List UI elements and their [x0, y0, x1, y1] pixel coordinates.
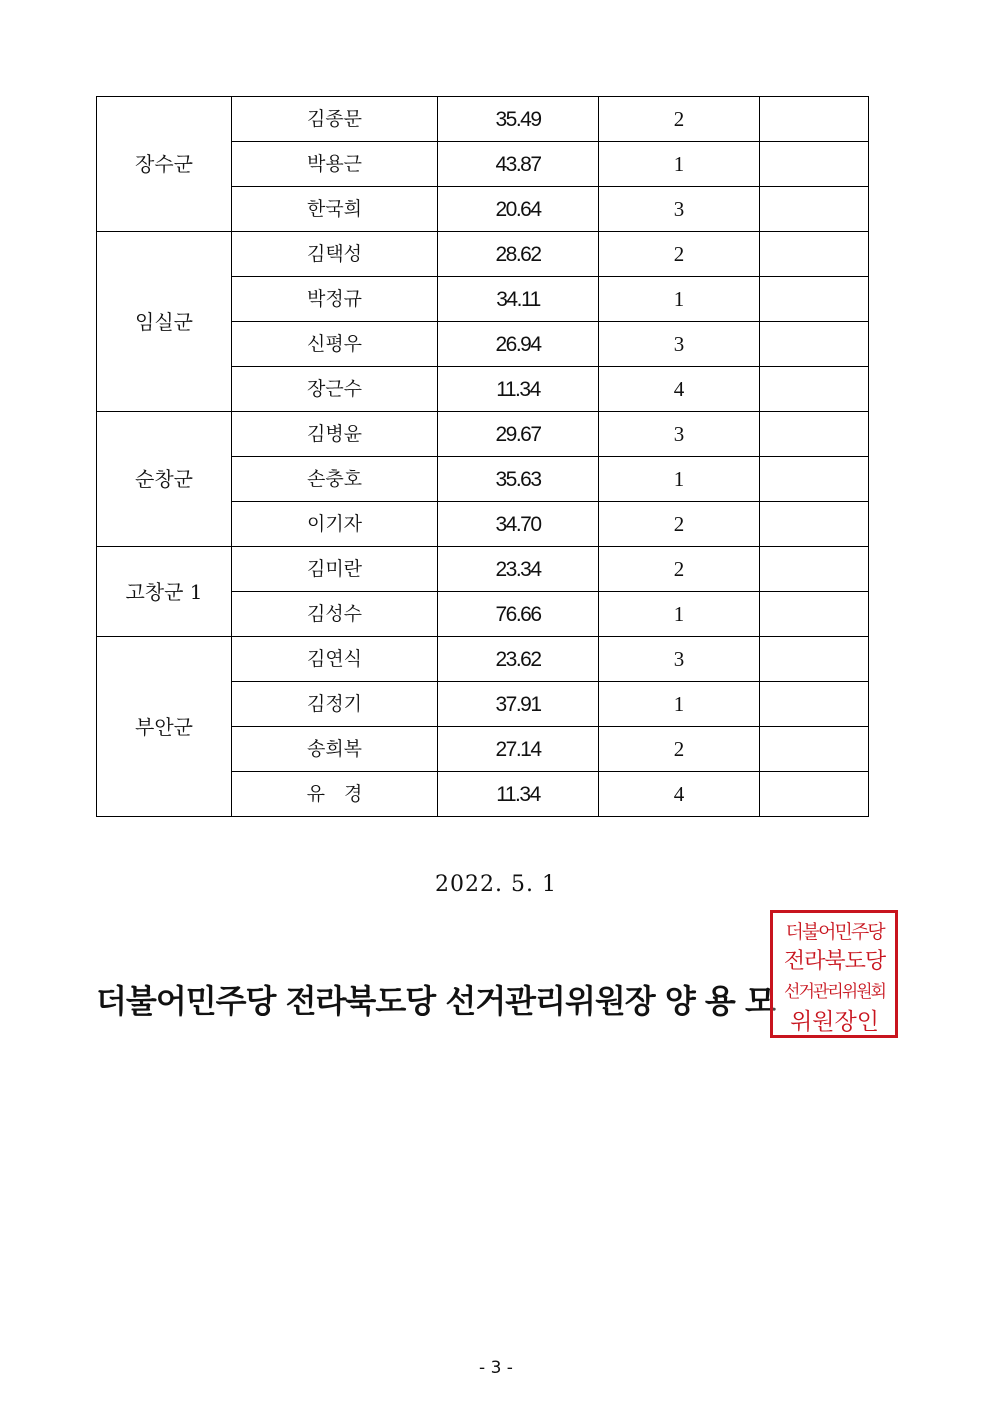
candidate-name-cell: 김미란: [232, 547, 438, 592]
candidate-name-cell: 김병윤: [232, 412, 438, 457]
table-row: [97, 637, 869, 682]
seal-line: 선거관리위원회: [784, 982, 885, 1002]
score-cell: 23.34: [438, 547, 599, 592]
candidate-name-cell: 한국희: [232, 187, 438, 232]
candidate-name-cell: 이기자: [232, 502, 438, 547]
rank-cell: 3: [599, 637, 760, 682]
rank-cell: 2: [599, 502, 760, 547]
page-number: - 3 -: [479, 1358, 513, 1378]
score-cell: 11.34: [438, 367, 599, 412]
table-row: [97, 547, 869, 592]
note-cell: [760, 367, 869, 412]
score-cell: 35.63: [438, 457, 599, 502]
rank-cell: 3: [599, 412, 760, 457]
table-row: [97, 232, 869, 277]
score-cell: 35.49: [438, 97, 599, 142]
score-cell: 28.62: [438, 232, 599, 277]
note-cell: [760, 322, 869, 367]
seal-line: 전라북도당: [783, 949, 886, 974]
note-cell: [760, 142, 869, 187]
note-cell: [760, 592, 869, 637]
rank-cell: 2: [599, 232, 760, 277]
note-cell: [760, 682, 869, 727]
note-cell: [760, 502, 869, 547]
candidate-name-cell: 장근수: [232, 367, 438, 412]
candidate-name-cell: 박정규: [232, 277, 438, 322]
rank-cell: 1: [599, 457, 760, 502]
official-seal-stamp: [770, 910, 898, 1038]
score-cell: 43.87: [438, 142, 599, 187]
rank-cell: 1: [599, 592, 760, 637]
score-cell: 37.91: [438, 682, 599, 727]
note-cell: [760, 277, 869, 322]
score-cell: 76.66: [438, 592, 599, 637]
rank-cell: 2: [599, 547, 760, 592]
note-cell: [760, 97, 869, 142]
candidate-name-cell: 송희복: [232, 727, 438, 772]
results-table-body: [97, 97, 869, 817]
note-cell: [760, 232, 869, 277]
candidate-name-cell: 신평우: [232, 322, 438, 367]
region-cell: 고창군 1: [97, 547, 232, 637]
rank-cell: 3: [599, 187, 760, 232]
candidate-name-cell: 박용근: [232, 142, 438, 187]
candidate-name-cell: 김택성: [232, 232, 438, 277]
note-cell: [760, 547, 869, 592]
candidate-name-cell: 김종문: [232, 97, 438, 142]
table-row: [97, 97, 869, 142]
score-cell: 34.70: [438, 502, 599, 547]
rank-cell: 4: [599, 772, 760, 817]
rank-cell: 4: [599, 367, 760, 412]
score-cell: 29.67: [438, 412, 599, 457]
note-cell: [760, 457, 869, 502]
note-cell: [760, 187, 869, 232]
note-cell: [760, 412, 869, 457]
document-date: 2022. 5. 1: [435, 872, 557, 897]
candidate-name-cell: 김성수: [232, 592, 438, 637]
table-row: [97, 412, 869, 457]
results-table: [96, 96, 869, 817]
score-cell: 34.11: [438, 277, 599, 322]
rank-cell: 1: [599, 682, 760, 727]
candidate-name-cell: 김연식: [232, 637, 438, 682]
score-cell: 20.64: [438, 187, 599, 232]
rank-cell: 3: [599, 322, 760, 367]
score-cell: 11.34: [438, 772, 599, 817]
rank-cell: 2: [599, 727, 760, 772]
note-cell: [760, 727, 869, 772]
rank-cell: 1: [599, 142, 760, 187]
score-cell: 26.94: [438, 322, 599, 367]
rank-cell: 1: [599, 277, 760, 322]
signature-line: 더불어민주당 전라북도당 선거관리위원장 양 용 모: [96, 982, 775, 1020]
region-cell: 순창군: [97, 412, 232, 547]
rank-cell: 2: [599, 97, 760, 142]
candidate-name-cell: 김정기: [232, 682, 438, 727]
note-cell: [760, 637, 869, 682]
region-cell: 장수군: [97, 97, 232, 232]
score-cell: 23.62: [438, 637, 599, 682]
candidate-name-cell: 유 경: [232, 772, 438, 817]
seal-line: 더불어민주당: [785, 921, 884, 943]
candidate-name-cell: 손충호: [232, 457, 438, 502]
region-cell: 임실군: [97, 232, 232, 412]
score-cell: 27.14: [438, 727, 599, 772]
note-cell: [760, 772, 869, 817]
region-cell: 부안군: [97, 637, 232, 817]
seal-line: 위원장인: [790, 1009, 879, 1035]
